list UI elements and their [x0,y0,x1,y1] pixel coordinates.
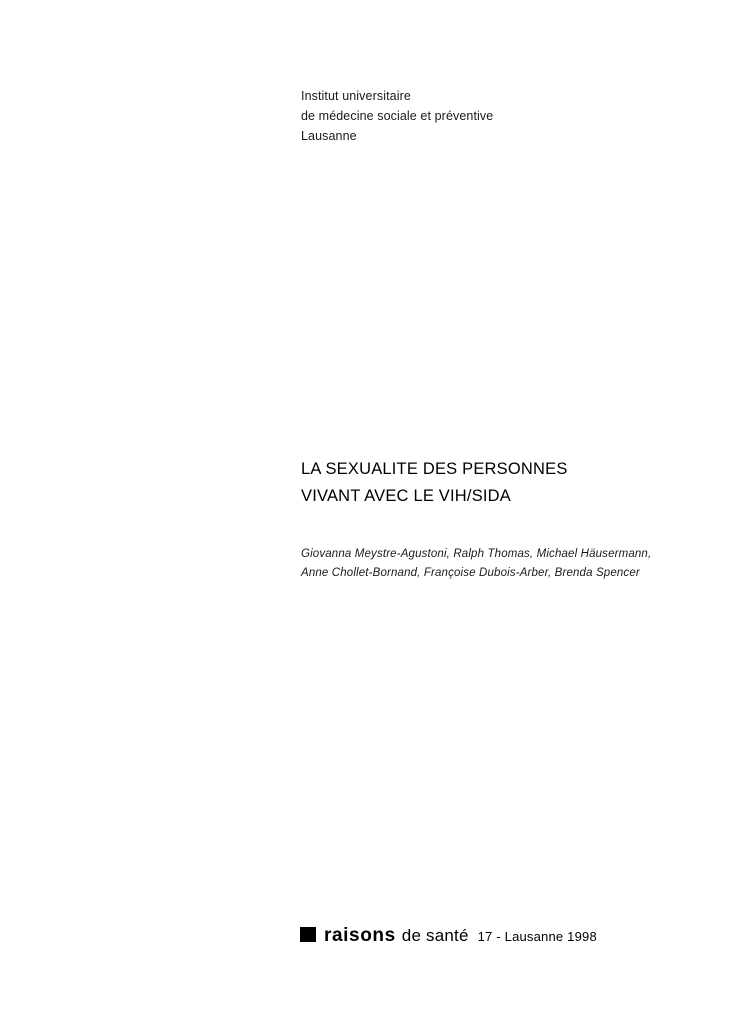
series-issue-info: 17 - Lausanne 1998 [477,929,597,944]
title-line-2: VIVANT AVEC LE VIH/SIDA [301,487,512,505]
authors-line-2: Anne Chollet-Bornand, Françoise Dubois-Arber, Brenda Spencer [301,567,640,579]
institution-line-2: de médecine sociale et préventive [301,109,494,123]
series-footer [300,925,597,947]
series-logo-secondary: de santé [401,926,469,945]
title-line-1: LA SEXUALITE DES PERSONNES [301,460,568,478]
black-square-icon [300,927,316,942]
page-title [301,456,568,510]
institution-line-3: Lausanne [301,129,357,143]
institution-block [301,86,493,146]
authors-line-1: Giovanna Meystre-Agustoni, Ralph Thomas, Michael Häusermann, [301,548,652,560]
authors-block [301,545,651,583]
institution-line-1: Institut universitaire [301,89,411,103]
series-logo-primary: raisons [324,925,396,946]
